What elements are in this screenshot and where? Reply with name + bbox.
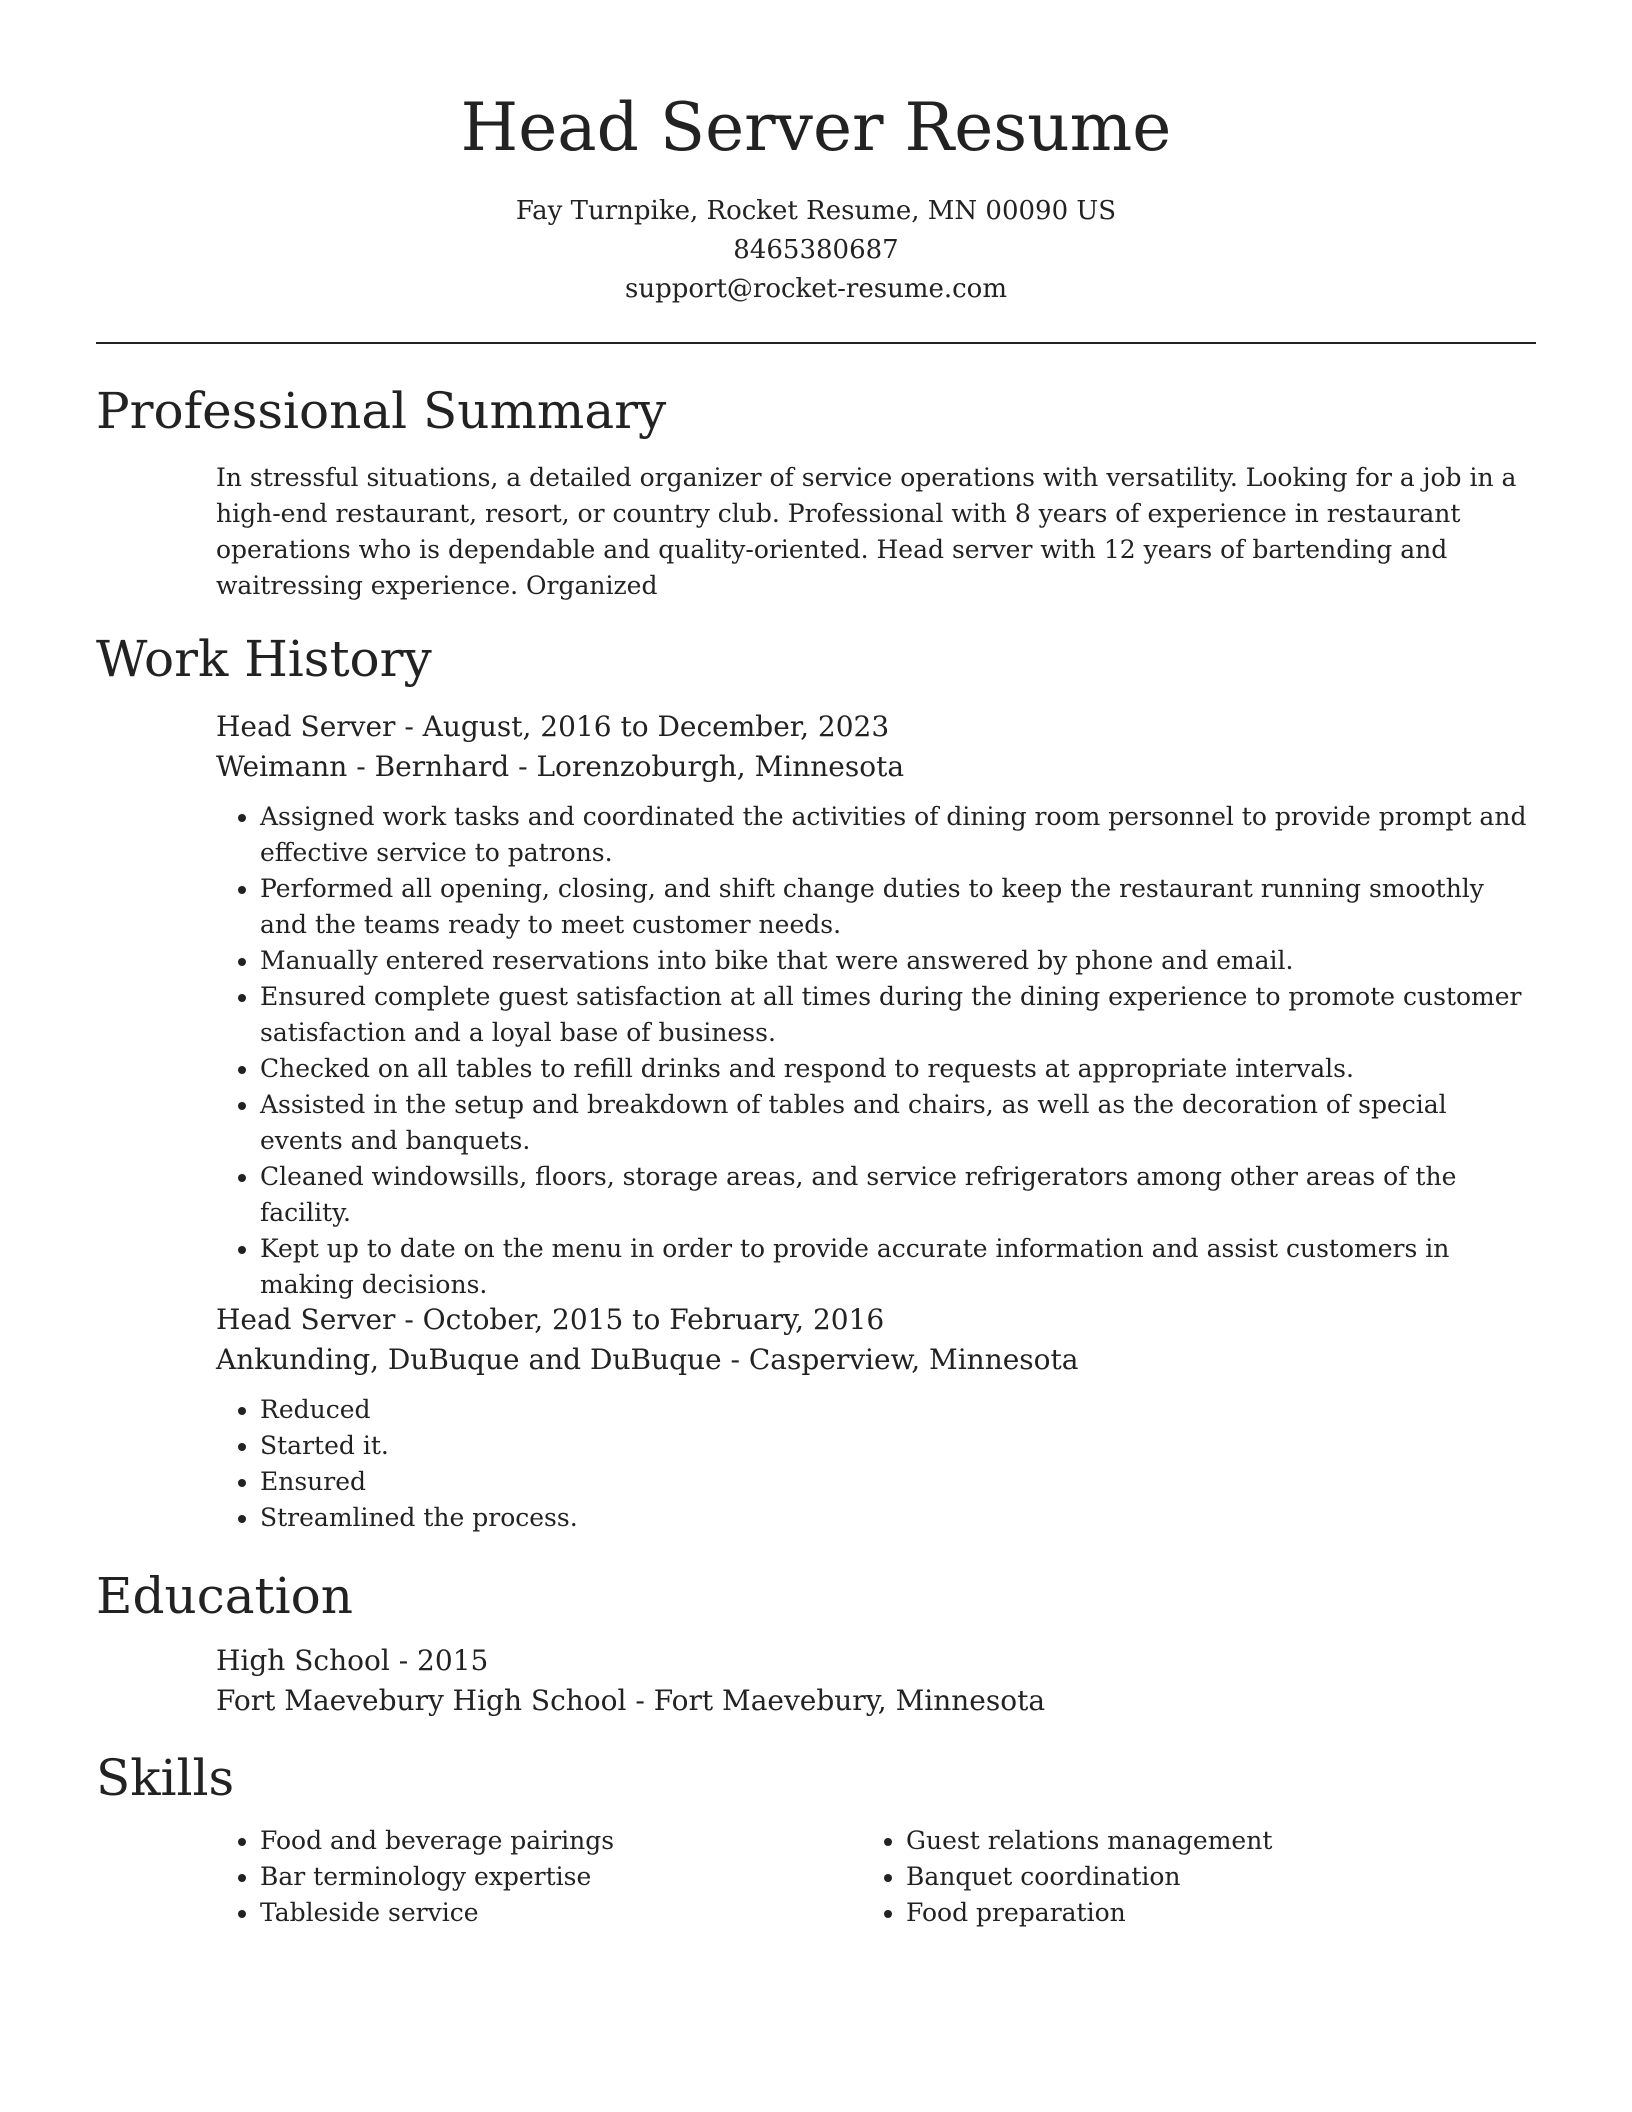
list-item: • Reduced (260, 1392, 1536, 1428)
education-degree: High School - 2015 (216, 1644, 489, 1677)
job-company: Ankunding, DuBuque and DuBuque - Casperview, Minnesota (216, 1343, 1079, 1376)
job-company: Weimann - Bernhard - Lorenzoburgh, Minnesota (216, 750, 905, 783)
list-item: • Cleaned windowsills, floors, storage areas, and service refrigerators among other areas of the facility. (260, 1159, 1536, 1231)
list-item: • Assigned work tasks and coordinated the activities of dining room personnel to provide prompt and effective service to patrons. (260, 799, 1536, 871)
skill-item: • Tableside service (260, 1895, 856, 1931)
skills-list-left (216, 1823, 856, 1931)
contact-info (96, 192, 1536, 309)
contact-email: support@rocket-resume.com (624, 274, 1007, 304)
list-item: • Performed all opening, closing, and shift change duties to keep the restaurant running smoothly and the teams ready to meet customer needs. (260, 871, 1536, 943)
contact-phone: 8465380687 (733, 235, 899, 265)
summary-heading: Professional Summary (96, 382, 667, 440)
contact-address: Fay Turnpike, Rocket Resume, MN 00090 US (515, 196, 1117, 226)
job-entry-2 (216, 1300, 1536, 1536)
summary-section (216, 460, 1536, 604)
resume-title: Head Server Resume (460, 89, 1172, 166)
skills-heading: Skills (96, 1749, 235, 1807)
list-item: • Ensured complete guest satisfaction at all times during the dining experience to promote customer satisfaction and a loyal base of business. (260, 979, 1536, 1051)
list-item: • Manually entered reservations into bike that were answered by phone and email. (260, 943, 1536, 979)
skill-item: • Guest relations management (906, 1823, 1502, 1859)
skill-item: • Food and beverage pairings (260, 1823, 856, 1859)
list-item: • Ensured (260, 1464, 1536, 1500)
education-school: Fort Maevebury High School - Fort Maevebury, Minnesota (216, 1684, 1046, 1717)
resume-header (96, 86, 1536, 309)
list-item: • Started it. (260, 1428, 1536, 1464)
skill-item: • Food preparation (906, 1895, 1502, 1931)
summary-text: In stressful situations, a detailed organizer of service operations with versatility. Looking for a job in a high-end restaurant, resort, or country club. Professional with 8 years of experience in restaurant operations who is dependable and quality-oriented. Head server with 12 years of bartending and waitressing experience. Organized (216, 463, 1517, 600)
skills-column-left (216, 1823, 856, 1931)
skills-list-right (862, 1823, 1502, 1931)
skill-item: • Banquet coordination (906, 1859, 1502, 1895)
skill-item: • Bar terminology expertise (260, 1859, 856, 1895)
work-history-heading: Work History (96, 630, 432, 688)
education-heading: Education (96, 1567, 353, 1625)
header-divider (96, 342, 1536, 344)
job-bullets (216, 1392, 1536, 1536)
job-bullets (216, 799, 1536, 1303)
list-item: • Checked on all tables to refill drinks and respond to requests at appropriate intervals. (260, 1051, 1536, 1087)
job-title: Head Server - October, 2015 to February, 2016 (216, 1303, 885, 1336)
job-entry-1 (216, 707, 1536, 1303)
list-item: • Assisted in the setup and breakdown of tables and chairs, as well as the decoration of special events and banquets. (260, 1087, 1536, 1159)
education-entry (216, 1641, 1536, 1721)
list-item: • Kept up to date on the menu in order to provide accurate information and assist customers in making decisions. (260, 1231, 1536, 1303)
list-item: • Streamlined the process. (260, 1500, 1536, 1536)
job-title: Head Server - August, 2016 to December, 2023 (216, 710, 890, 743)
skills-column-right (862, 1823, 1502, 1931)
